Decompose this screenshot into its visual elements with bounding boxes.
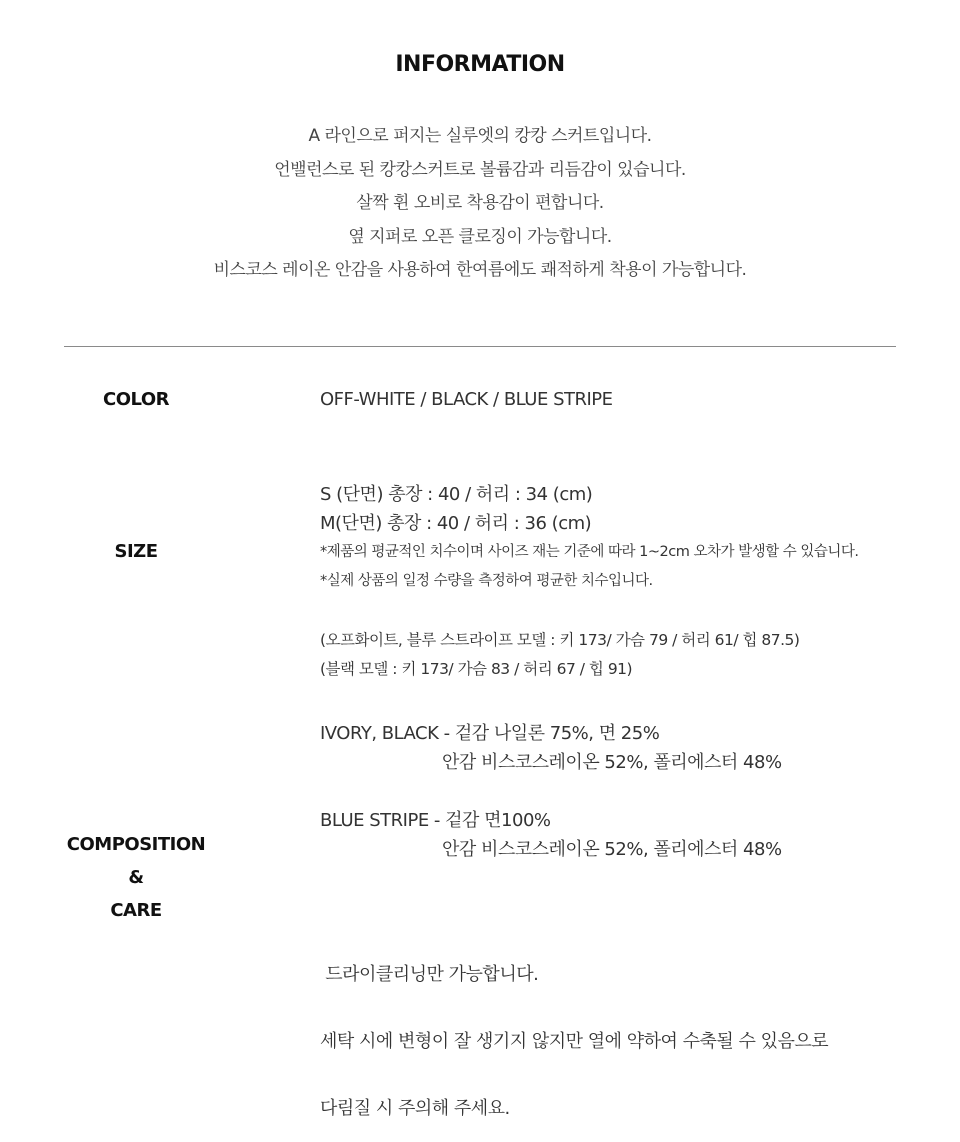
blue-stripe-lining: 안감 비스코스레이온 52%, 폴리에스터 48%	[442, 839, 782, 860]
ampersand-label: &	[128, 867, 144, 888]
composition-care-label	[40, 828, 232, 927]
intro-line: 옆 지퍼로 오픈 클로징이 가능합니다.	[348, 226, 612, 247]
intro-line: 살짝 휜 오비로 착용감이 편합니다.	[356, 193, 604, 213]
model-line: (블랙 모델 : 키 173/ 가슴 83 / 허리 67 / 힙 91)	[320, 660, 633, 678]
size-label: SIZE	[114, 541, 158, 562]
composition-label: COMPOSITION	[66, 834, 206, 855]
size-details	[320, 480, 858, 596]
page-title: INFORMATION	[395, 52, 565, 77]
color-value: OFF-WHITE / BLACK / BLUE STRIPE	[320, 389, 613, 410]
model-info	[320, 626, 799, 684]
care-line: 세탁 시에 변형이 잘 생기지 않지만 열에 약하여 수축될 수 있음으로	[320, 1031, 829, 1052]
blue-stripe-outer: BLUE STRIPE - 겉감 면100%	[320, 810, 551, 831]
intro-line: 언밸런스로 된 캉캉스커트로 볼륨감과 리듬감이 있습니다.	[274, 159, 686, 180]
section-divider	[64, 346, 896, 347]
size-line-m: M(단면) 총장 : 40 / 허리 : 36 (cm)	[320, 513, 592, 534]
care-line: 드라이클리닝만 가능합니다.	[320, 964, 539, 985]
ivory-black-lining: 안감 비스코스레이온 52%, 폴리에스터 48%	[442, 752, 782, 773]
care-line: 다림질 시 주의해 주세요.	[320, 1098, 510, 1119]
care-label: CARE	[110, 900, 162, 921]
composition-ivory-black	[320, 719, 782, 777]
composition-blue-stripe	[320, 806, 782, 864]
model-line: (오프화이트, 블루 스트라이프 모델 : 키 173/ 가슴 79 / 허리 61/ 힙 87.5)	[320, 631, 800, 649]
intro-description	[0, 120, 960, 288]
color-label: COLOR	[102, 389, 169, 410]
care-instructions	[320, 922, 828, 1142]
size-note: *제품의 평균적인 치수이며 사이즈 재는 기준에 따라 1~2cm 오차가 발생할 수 있습니다.	[320, 544, 859, 560]
size-note: *실제 상품의 일정 수량을 측정하여 평균한 치수입니다.	[320, 573, 653, 589]
intro-line: 비스코스 레이온 안감을 사용하여 한여름에도 쾌적하게 착용이 가능합니다.	[213, 260, 747, 280]
intro-line: A 라인으로 퍼지는 실루엣의 캉캉 스커트입니다.	[308, 126, 652, 146]
size-line-s: S (단면) 총장 : 40 / 허리 : 34 (cm)	[320, 484, 593, 505]
ivory-black-outer: IVORY, BLACK - 겉감 나일론 75%, 면 25%	[320, 723, 660, 744]
